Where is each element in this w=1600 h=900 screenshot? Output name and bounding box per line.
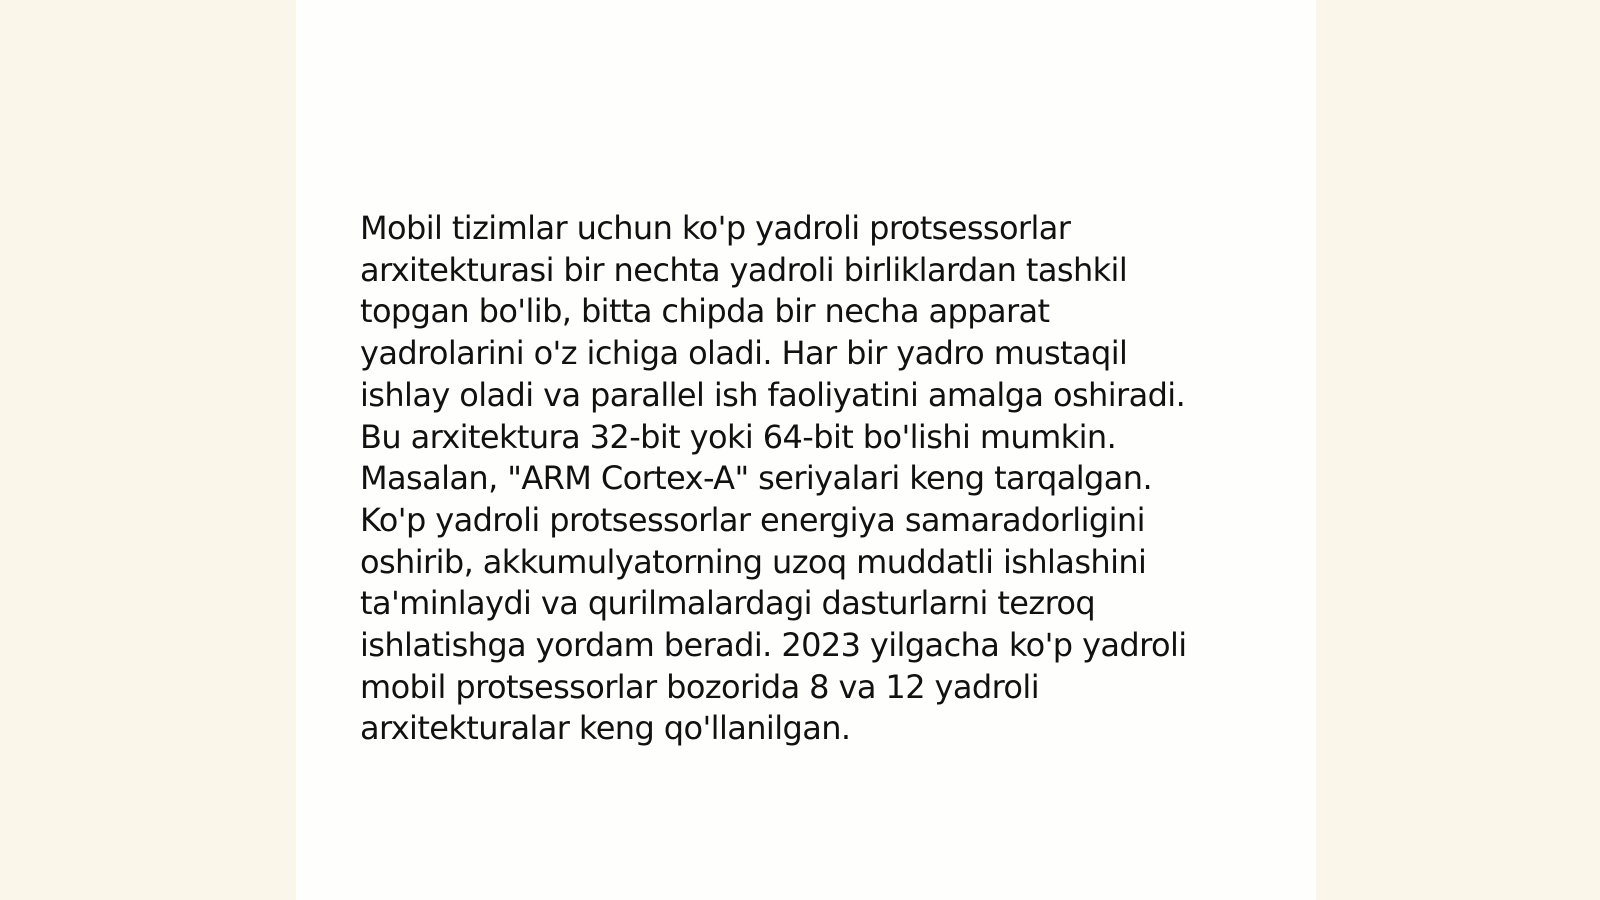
paragraph-line-2: arxitekturasi bir nechta yadroli birliklardan tashkil [360,250,1128,289]
paragraph-line-12: mobil protsessorlar bozorida 8 va 12 yadroli [360,667,1039,706]
paragraph-line-1: Mobil tizimlar uchun ko'p yadroli protsessorlar [360,209,1071,247]
document-page [296,0,1316,900]
paragraph-line-5: ishlay oladi va parallel ish faoliyatini amalga oshiradi. [360,375,1186,414]
body-paragraph [360,208,1250,750]
paragraph-line-8: Ko'p yadroli protsessorlar energiya samaradorligini [360,500,1145,539]
paragraph-line-13: arxitekturalar keng qo'llanilgan. [360,709,851,748]
paragraph-line-7: Masalan, "ARM Cortex-A" seriyalari keng tarqalgan. [360,459,1153,498]
paragraph-line-4: yadrolarini o'z ichiga oladi. Har bir yadro mustaqil [360,334,1128,373]
paragraph-line-11: ishlatishga yordam beradi. 2023 yilgacha ko'p yadroli [360,626,1187,665]
paragraph-line-6: Bu arxitektura 32-bit yoki 64-bit bo'lishi mumkin. [360,417,1117,456]
paragraph-line-9: oshirib, akkumulyatorning uzoq muddatli ishlashini [360,542,1147,581]
paragraph-line-10: ta'minlaydi va qurilmalardagi dasturlarni tezroq [360,584,1096,623]
paragraph-line-3: topgan bo'lib, bitta chipda bir necha apparat [360,292,1050,331]
